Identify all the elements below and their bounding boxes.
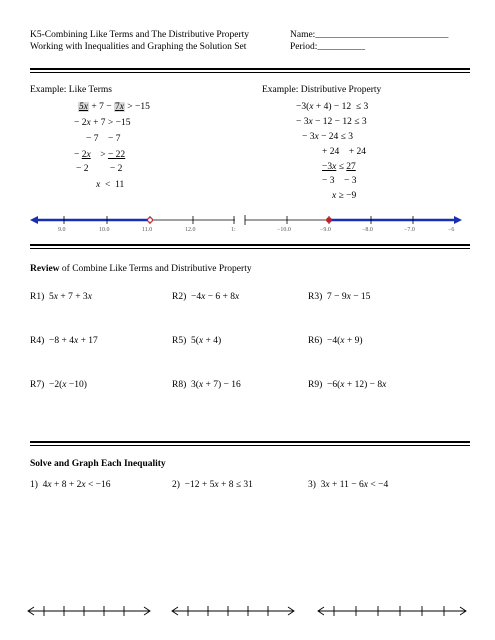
tick-label: 9.0 [58,227,66,233]
step-line: − 2x > − 22 [74,150,126,160]
review-problem-r3: R3) 7 − 9x − 15 [308,292,371,302]
review-problem-r1: R1) 5x + 7 + 3x [30,292,92,302]
tick-label: −10.0 [277,227,291,233]
tick-label: −8.0 [362,227,373,233]
review-problem-r4: R4) −8 + 4x + 17 [30,336,98,346]
step-line: + 24 + 24 [322,147,366,157]
blank-number-line-3 [318,606,466,616]
step-line: −3x ≤ 27 [322,162,356,172]
step-line: − 3x − 24 ≤ 3 [302,132,354,142]
step-line: − 3 − 3 [322,176,357,186]
solve-problem-3: 3) 3x + 11 − 6x < −4 [308,480,389,490]
review-problem-r2: R2) −4x − 6 + 8x [172,292,240,302]
period-field: Period:__________ [290,42,365,52]
review-problem-r8: R8) 3(x + 7) − 16 [172,380,241,390]
tick-label: −6 [448,227,455,233]
step-line: − 3x − 12 − 12 ≤ 3 [296,117,367,127]
problem-label: R6) [308,336,323,346]
problem-label: R9) [308,380,323,390]
tick-label: −7.0 [404,227,415,233]
tick-label: 11.0 [142,227,153,233]
step-line: − 2 − 2 [76,164,123,174]
solve-problem-1: 1) 4x + 8 + 2x < −16 [30,480,111,490]
example-distributive-label: Example: Distributive Property [262,85,382,95]
blank-number-line-1 [28,606,150,616]
review-problem-r9: R9) −6(x + 12) − 8x [308,380,387,390]
step-line: x ≥ −9 [332,191,357,201]
step-line: x < 11 [96,180,125,190]
problem-label: 1) [30,480,38,490]
problem-label: R4) [30,336,45,346]
tick-label: 10.0 [99,227,110,233]
problem-label: R2) [172,292,187,302]
problem-label: R7) [30,380,45,390]
name-field: Name:____________________________ [290,30,449,40]
solve-problem-2: 2) −12 + 5x + 8 ≤ 31 [172,480,253,490]
problem-label: 2) [172,480,180,490]
solve-heading: Solve and Graph Each Inequality [30,459,166,469]
review-problem-r5: R5) 5(x + 4) [172,336,222,346]
review-heading-bold: Review [30,264,60,274]
tick-label: −9.0 [320,227,331,233]
worksheet-title-line2: Working with Inequalities and Graphing the Solution Set [30,42,247,52]
blank-number-line-2 [172,606,294,616]
tick-label: 1: [231,227,236,233]
example-like-terms-label: Example: Like Terms [30,85,112,95]
step-line: − 7 − 7 [86,134,121,144]
problem-label: R3) [308,292,323,302]
step-line: − 2x + 7 > −15 [74,118,131,128]
step-line: 5x + 7 − 7x > −15 [79,102,150,112]
review-heading-rest: of Combine Like Terms and Distributive Property [59,264,252,274]
review-problem-r7: R7) −2(x −10) [30,380,87,390]
step-line: −3(x + 4) − 12 ≤ 3 [296,102,369,112]
problem-label: 3) [308,480,316,490]
worksheet-title-line1: K5-Combining Like Terms and The Distributive Property [30,30,250,40]
problem-label: R1) [30,292,45,302]
review-problem-r6: R6) −4(x + 9) [308,336,363,346]
problem-label: R8) [172,380,187,390]
problem-label: R5) [172,336,187,346]
tick-label: 12.0 [185,227,196,233]
